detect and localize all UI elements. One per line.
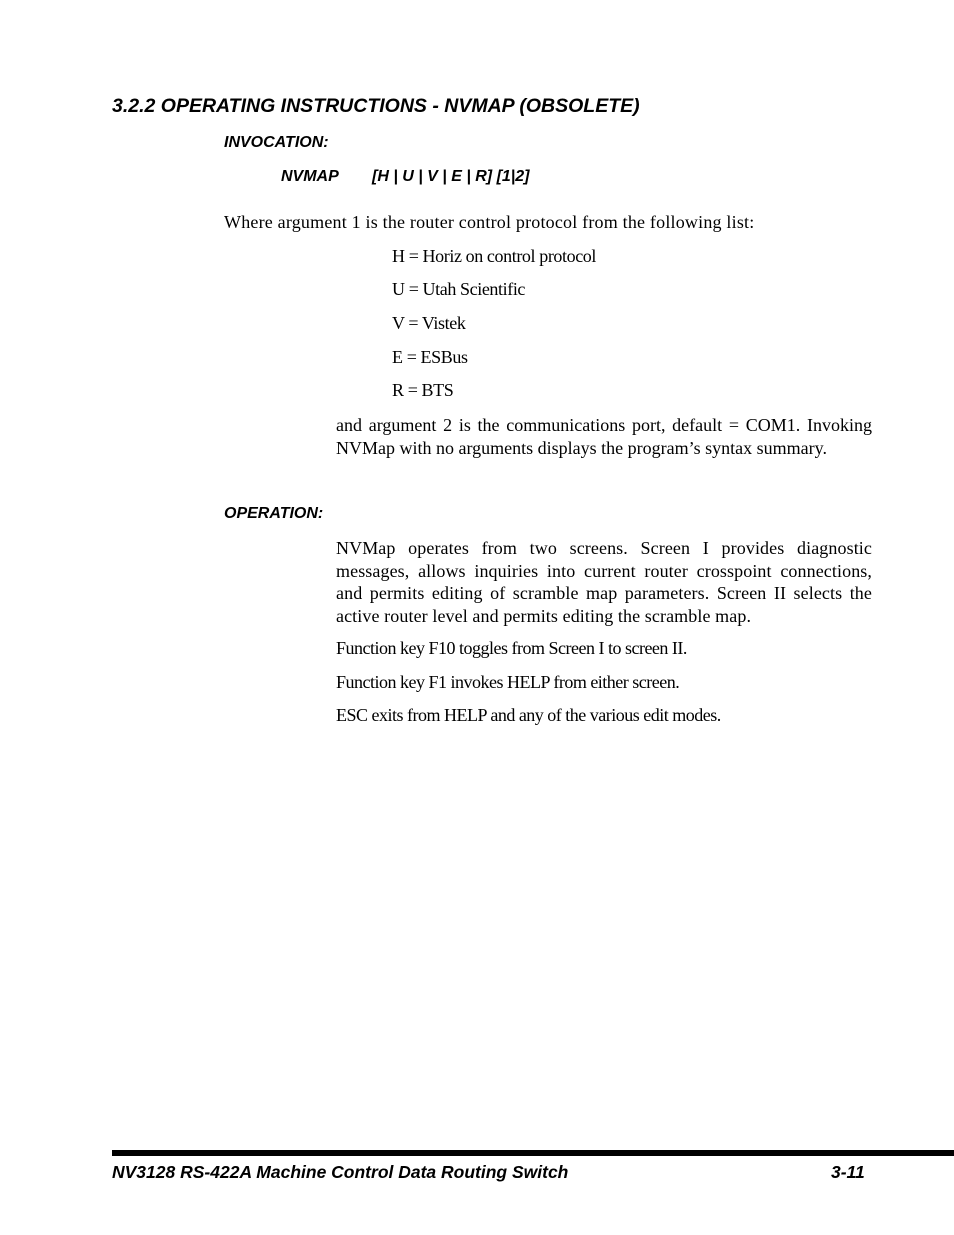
- protocol-option-v: V = Vistek: [392, 313, 466, 333]
- invocation-label: INVOCATION:: [224, 134, 329, 151]
- section-heading: 3.2.2 OPERATING INSTRUCTIONS - NVMAP (OBSOLETE): [112, 95, 640, 117]
- argument-1-intro: Where argument 1 is the router control protocol from the following list:: [224, 212, 755, 232]
- operation-paragraph: NVMap operates from two screens. Screen I provides diagnostic messages, allows inquiries into current router crosspoint connections, and permits editing of scramble map parameters. Screen II selects the active router level and permits editing the scramble map.: [336, 538, 872, 626]
- operation-label: OPERATION:: [224, 505, 324, 522]
- f1-instruction: Function key F1 invokes HELP from either screen.: [336, 672, 680, 692]
- command-name: NVMAP: [281, 168, 339, 185]
- footer-title: NV3128 RS-422A Machine Control Data Routing Switch: [112, 1162, 569, 1182]
- protocol-option-h: H = Horiz on control protocol: [392, 246, 597, 266]
- protocol-option-u: U = Utah Scientific: [392, 279, 526, 299]
- protocol-option-r: R = BTS: [392, 380, 454, 400]
- footer-rule: [112, 1150, 954, 1156]
- argument-2-paragraph: and argument 2 is the communications port, default = COM1. Invoking NVMap with no arguments displays the program’s syntax summary.: [336, 415, 872, 458]
- page-number: 3-11: [831, 1162, 865, 1182]
- protocol-option-e: E = ESBus: [392, 347, 468, 367]
- esc-instruction: ESC exits from HELP and any of the various edit modes.: [336, 705, 721, 725]
- f10-instruction: Function key F10 toggles from Screen I to screen II.: [336, 638, 687, 658]
- command-arguments: [H | U | V | E | R] [1|2]: [372, 168, 530, 185]
